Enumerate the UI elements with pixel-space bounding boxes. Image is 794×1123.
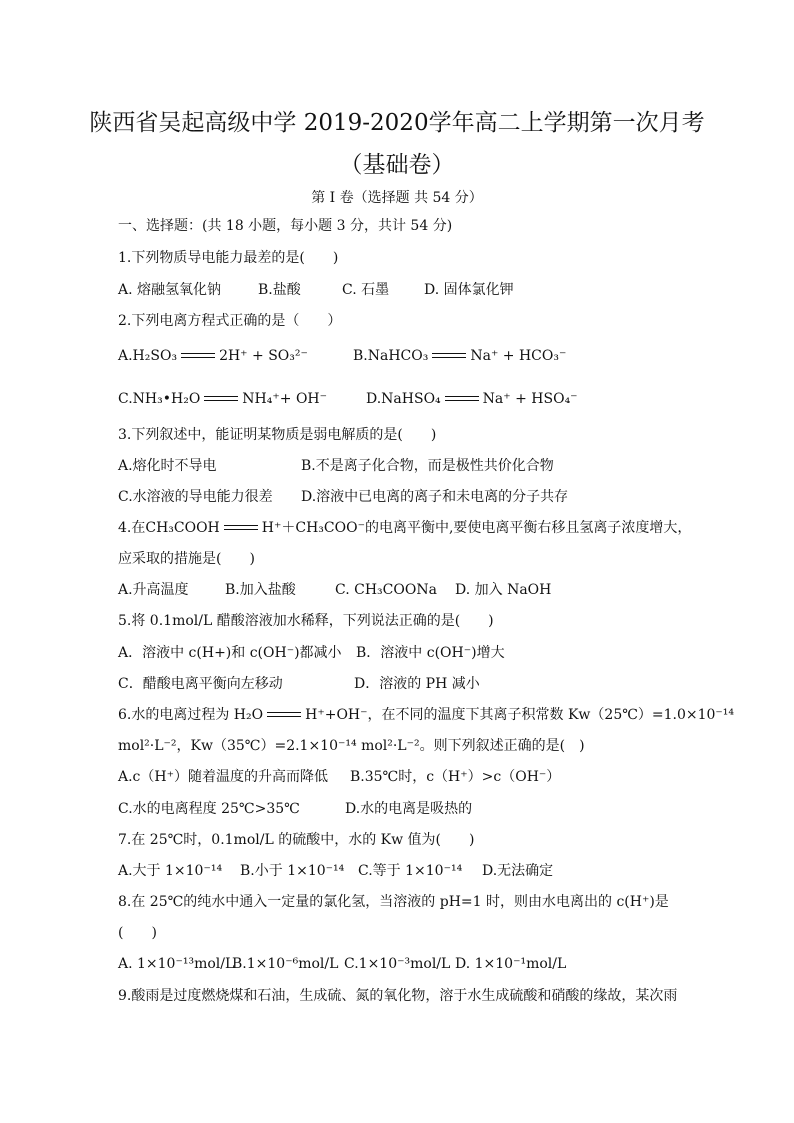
question-3-option-a: A.熔化时不导电 <box>118 458 217 474</box>
equation-left: A.H₂SO₃ <box>118 348 178 364</box>
equation-right: NH₄⁺+ OH⁻ <box>242 391 328 407</box>
question-6-option-b: B.35℃时，c（H⁺）>c（OH⁻） <box>350 769 561 785</box>
question-1-option-d: D. 固体氯化钾 <box>424 282 514 298</box>
equilibrium-arrow-icon <box>445 394 479 404</box>
equation-right: Na⁺ + HSO₄⁻ <box>482 391 578 407</box>
question-5-stem: 5.将 0.1mol/L 醋酸溶液加水稀释，下列说法正确的是( ) <box>118 613 494 629</box>
question-7-option-c: C.等于 1×10⁻¹⁴ <box>358 863 463 879</box>
question-2-option-c <box>118 389 327 409</box>
question-7-option-d: D.无法确定 <box>482 863 554 879</box>
question-3-option-c: C.水溶液的导电能力很差 <box>118 489 273 505</box>
question-1-option-a: A. 熔融氢氧化钠 <box>118 282 222 298</box>
question-5-option-b: B．溶液中 c(OH⁻)增大 <box>356 645 505 661</box>
question-8-option-c: C.1×10⁻³mol/L <box>344 956 451 972</box>
question-4-stem-part: H⁺＋CH₃COO⁻的电离平衡中,要使电离平衡右移且氢离子浓度增大， <box>261 520 692 536</box>
question-4-option-c: C. CH₃COONa <box>335 582 437 598</box>
question-8-stem-cont: ( ) <box>118 925 157 941</box>
question-3-option-b: B.不是离子化合物，而是极性共价化合物 <box>301 458 554 474</box>
question-5-option-c: C．醋酸电离平衡向左移动 <box>118 676 283 692</box>
question-5-option-d: D．溶液的 PH 减小 <box>354 676 480 692</box>
question-9-stem: 9.酸雨是过度燃烧煤和石油，生成硫、氮的氧化物，溶于水生成硫酸和硝酸的缘故，某次雨 <box>118 988 678 1004</box>
question-4-stem <box>118 518 691 538</box>
question-4-option-b: B.加入盐酸 <box>225 582 296 598</box>
question-8-stem: 8.在 25℃的纯水中通入一定量的氯化氢，当溶液的 pH=1 时，则由水电离出的 c(H⁺)是 <box>118 894 669 910</box>
question-2-option-d <box>366 389 578 409</box>
question-7-option-b: B.小于 1×10⁻¹⁴ <box>240 863 345 879</box>
question-4-stem-part: 4.在CH₃COOH <box>118 520 220 536</box>
section-heading: 一、选择题：(共 18 小题，每小题 3 分，共计 54 分) <box>118 218 453 234</box>
question-5-option-a: A．溶液中 c(H+)和 c(OH⁻)都减小 <box>118 645 342 661</box>
question-3-stem: 3.下列叙述中，能证明某物质是弱电解质的是( ) <box>118 427 437 443</box>
question-1-option-b: B.盐酸 <box>258 282 301 298</box>
question-6-stem <box>118 705 734 725</box>
section-subtitle: 第 I 卷（选择题 共 54 分） <box>311 190 483 206</box>
question-8-option-d: D. 1×10⁻¹mol/L <box>455 956 567 972</box>
equilibrium-arrow-icon <box>432 351 466 361</box>
question-1-stem: 1.下列物质导电能力最差的是( ) <box>118 250 339 266</box>
equation-left: B.NaHCO₃ <box>353 348 429 364</box>
equilibrium-arrow-icon <box>267 710 301 720</box>
question-6-option-c: C.水的电离程度 25℃>35℃ <box>118 801 300 817</box>
question-6-option-a: A.c（H⁺）随着温度的升高而降低 <box>118 769 328 785</box>
question-6-stem-part: H⁺+OH⁻，在不同的温度下其离子积常数 Kw（25℃）=1.0×10⁻¹⁴ <box>305 707 735 723</box>
question-2-stem: 2.下列电离方程式正确的是（ ） <box>118 313 342 329</box>
question-4-stem-cont: 应采取的措施是( ) <box>118 551 255 567</box>
question-2-option-b <box>353 346 566 366</box>
question-7-option-a: A.大于 1×10⁻¹⁴ <box>118 863 223 879</box>
equation-right: 2H⁺ + SO₃²⁻ <box>219 348 308 364</box>
question-7-stem: 7.在 25℃时，0.1mol/L 的硫酸中，水的 Kw 值为( ) <box>118 832 475 848</box>
equilibrium-arrow-icon <box>224 523 258 533</box>
equation-left: D.NaHSO₄ <box>366 391 441 407</box>
question-4-option-d: D. 加入 NaOH <box>455 582 552 598</box>
question-6-stem-cont: mol²·L⁻²，Kw（35℃）=2.1×10⁻¹⁴ mol²·L⁻²。则下列叙述正确的是( ) <box>118 738 585 754</box>
question-2-option-a <box>118 346 308 366</box>
question-6-option-d: D.水的电离是吸热的 <box>345 801 473 817</box>
equilibrium-arrow-icon <box>204 394 238 404</box>
equilibrium-arrow-icon <box>181 351 215 361</box>
question-8-option-a: A. 1×10⁻¹³mol/L <box>118 956 235 972</box>
question-6-stem-part: 6.水的电离过程为 H₂O <box>118 707 264 723</box>
question-1-option-c: C. 石墨 <box>342 282 390 298</box>
question-3-option-d: D.溶液中已电离的离子和未电离的分子共存 <box>301 489 569 505</box>
page-title: 陕西省吴起高级中学 2019-2020学年高二上学期第一次月考 <box>89 110 705 136</box>
equation-left: C.NH₃•H₂O <box>118 391 201 407</box>
question-8-option-b: B.1×10⁻⁶mol/L <box>232 956 339 972</box>
page-title-sub: （基础卷） <box>339 152 455 178</box>
question-4-option-a: A.升高温度 <box>118 582 189 598</box>
equation-right: Na⁺ + HCO₃⁻ <box>470 348 567 364</box>
